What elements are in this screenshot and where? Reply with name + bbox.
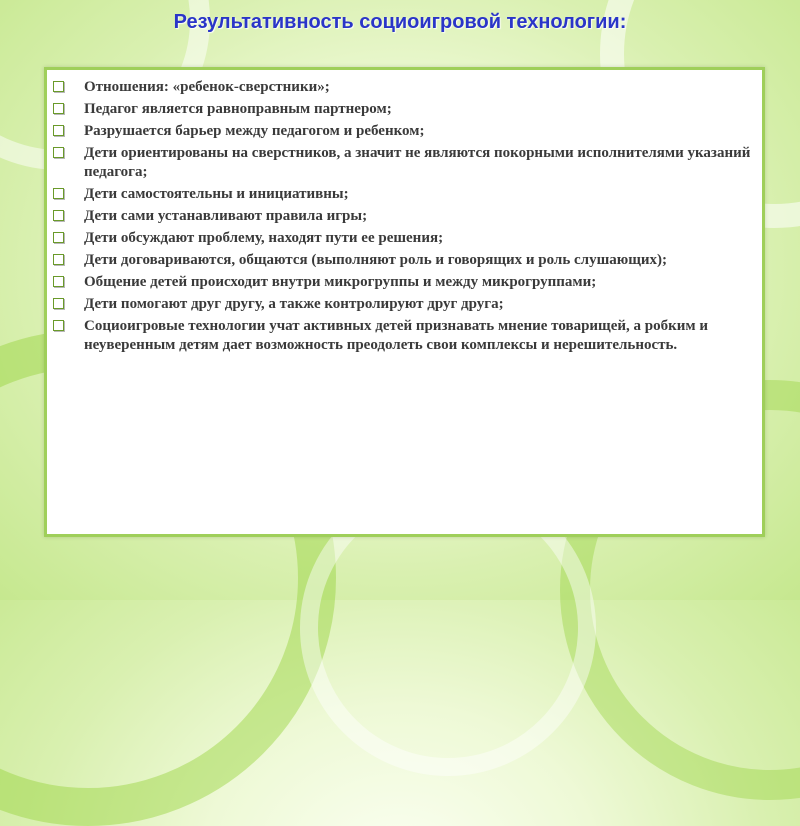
list-item-text: Разрушается барьер между педагогом и ребенком; bbox=[84, 123, 425, 139]
list-item bbox=[50, 295, 770, 314]
checkbox-bullet-icon bbox=[53, 254, 64, 265]
list-item-text: Общение детей происходит внутри микрогруппы и между микрогруппами; bbox=[84, 274, 597, 290]
checkbox-bullet-icon bbox=[53, 188, 64, 199]
list-item-text: Дети договариваются, общаются (выполняют роль и говорящих и роль слушающих); bbox=[84, 252, 668, 268]
list-item bbox=[50, 251, 770, 270]
list-item bbox=[50, 273, 770, 292]
checkbox-bullet-icon bbox=[53, 320, 64, 331]
list-item-text: Дети обсуждают проблему, находят пути ее решения; bbox=[84, 230, 444, 246]
checkbox-bullet-icon bbox=[53, 103, 64, 114]
checkbox-bullet-icon bbox=[53, 298, 64, 309]
checkbox-bullet-icon bbox=[53, 276, 64, 287]
list-item-text: Дети помогают друг другу, а также контролируют друг друга; bbox=[84, 296, 504, 312]
list-item bbox=[50, 185, 770, 204]
list-item-text: Педагог является равноправным партнером; bbox=[84, 101, 392, 117]
checkbox-bullet-icon bbox=[53, 81, 64, 92]
list-item-text: Отношения: «ребенок-сверстники»; bbox=[84, 79, 330, 95]
checkbox-bullet-icon bbox=[53, 147, 64, 158]
list-item bbox=[50, 100, 770, 119]
list-item-text: Дети ориентированы на сверстников, а значит не являются покорными исполнителями указаний педагога; bbox=[84, 145, 751, 180]
checkbox-bullet-icon bbox=[53, 210, 64, 221]
list-item-text: Дети самостоятельны и инициативны; bbox=[84, 186, 349, 202]
slide-title: Результативность социоигровой технологии: bbox=[173, 11, 627, 33]
list-item bbox=[50, 144, 770, 182]
checkbox-bullet-icon bbox=[53, 232, 64, 243]
list-item-text: Дети сами устанавливают правила игры; bbox=[84, 208, 368, 224]
list-item bbox=[50, 229, 770, 248]
list-item bbox=[50, 78, 770, 97]
list-item bbox=[50, 207, 770, 226]
checkbox-bullet-icon bbox=[53, 125, 64, 136]
list-item bbox=[50, 317, 770, 355]
bullet-list bbox=[50, 78, 770, 358]
list-item bbox=[50, 122, 770, 141]
list-item-text: Социоигровые технологии учат активных детей признавать мнение товарищей, а робким и неуверенным детям дает возможность преодолеть свои комплексы и нерешительность. bbox=[84, 318, 709, 353]
